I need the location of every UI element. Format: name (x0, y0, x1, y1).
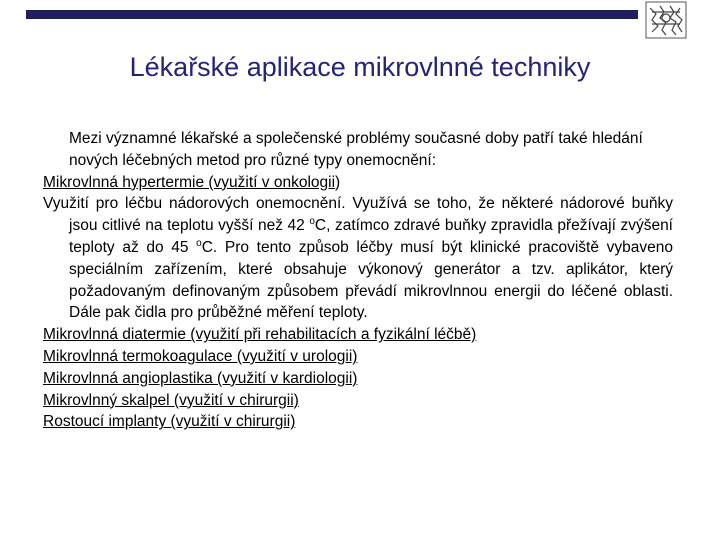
hyperthermia-suffix: ) (335, 173, 341, 191)
list-item (43, 390, 673, 412)
diathermy-link[interactable]: Mikrovlnná diatermie (využití při rehabilitacích a fyzikální léčbě) (43, 326, 477, 344)
list-item (43, 368, 673, 390)
list-item (43, 324, 673, 346)
implants-link[interactable]: Rostoucí implanty (využití v chirurgii) (43, 413, 296, 431)
hyperthermia-desc-part-2: C, zatímco zdravé buňky zpravidla přežívají zvýšení teploty až do 45 (69, 217, 673, 256)
intro-paragraph: Mezi významné lékařské a společenské problémy současné doby patří také hledání nových léčebných metod pro různé typy onemocnění: (69, 130, 643, 169)
degree-symbol: o (196, 237, 202, 249)
scalpel-link[interactable]: Mikrovlnný skalpel (využití v chirurgii) (43, 391, 299, 409)
hyperthermia-link[interactable]: Mikrovlnná hypertermie (využití v onkologii (43, 173, 336, 191)
list-item (43, 411, 673, 433)
list-item (43, 346, 673, 368)
slide-body (43, 128, 673, 433)
thermocoagulation-link[interactable]: Mikrovlnná termokoagulace (využití v urologii) (43, 347, 358, 365)
slide-title: Lékařské aplikace mikrovlnné techniky (129, 52, 591, 82)
hyperthermia-item (43, 172, 673, 194)
university-emblem-icon (640, 0, 692, 40)
hyperthermia-desc-part-1: Využití pro léčbu nádorových onemocnění. Využívá se toho, že některé nádorové buňky jsou citlivé na teplotu vyšší než 42 (43, 195, 673, 235)
degree-symbol: o (309, 216, 315, 228)
header-bar (26, 10, 638, 19)
angioplasty-link[interactable]: Mikrovlnná angioplastika (využití v kardiologii) (43, 369, 358, 387)
hyperthermia-desc-part-3: C. Pro tento způsob léčby musí být klinické pracoviště vybaveno speciálním zařízením, které obsahuje výkonový generátor a tzv. aplikátor, který požadovaným definovaným způsobem převádí mikrovlnnou energii do léčené oblasti. Dále pak čidla pro průběžné měření teploty. (69, 238, 673, 322)
hyperthermia-description (43, 193, 673, 324)
